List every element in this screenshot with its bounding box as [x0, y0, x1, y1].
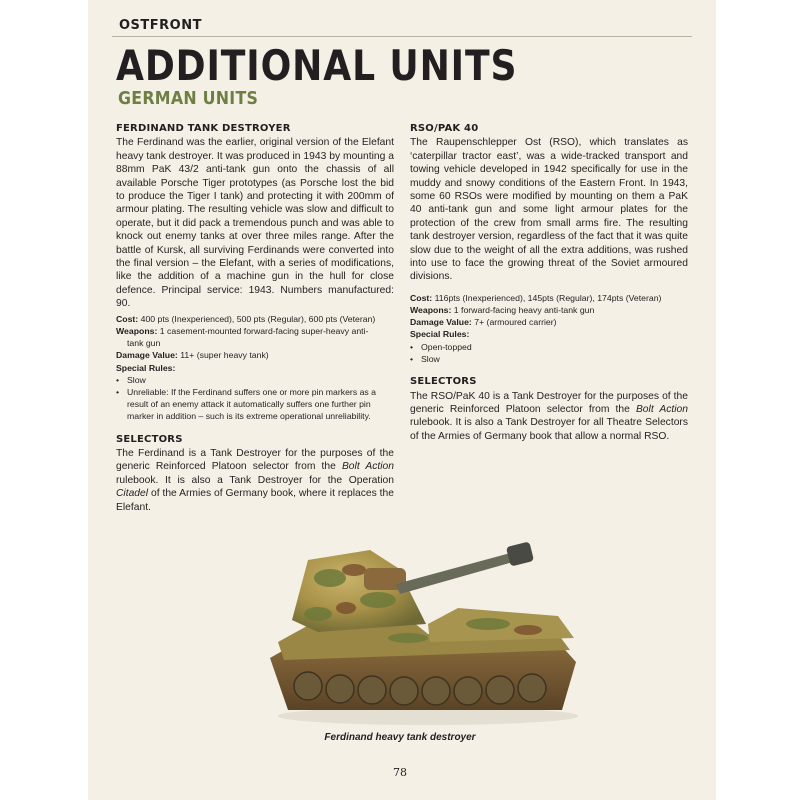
ferdinand-description: The Ferdinand was the earlier, original version of the Elefant heavy tank destroyer. It was produced in 1943 by mounting a 88mm PaK 43/2 anti-tank gun onto the chassis of all available Porsche Tiger prototypes (as Porsche lost the bid to produce the Tiger I tank) and protecting it with 200mm of armour plating. The resulting vehicle was slow and difficult to operate, but it did pack a tremendous punch and was able to knock out enemy tanks at over three miles range. After the battle of Kursk, all surviving Ferdinands were converted into the final version – the Elefant, with a series of modifications, like the addition of a machine gun in the hull for close defence. Principal service: 1943. Numbers manufactured: 90.	[116, 137, 394, 310]
ferdinand-rule-unreliable: • Unreliable: If the Ferdinand suffers one or more pin markers as a result of an enemy attack it automatically suffers one further pin marker in addition – such is its extreme operational unreliability.	[116, 386, 377, 422]
ferdinand-selectors-text: The Ferdinand is a Tank Destroyer for the purposes of the generic Reinforced Platoon selector from the Bolt Action rulebook. It is also a Tank Destroyer for the Operation Citadel of the Armies of Germany book, where it replaces the Elefant.	[116, 447, 394, 513]
rso-selectors-text: The RSO/PaK 40 is a Tank Destroyer for the purposes of the generic Reinforced Platoon selector from the Bolt Action rulebook. It is also a Tank Destroyer for all Theatre Selectors of the Armies of Germany book that allow a normal RSO.	[410, 390, 688, 442]
ferdinand-weapons: Weapons: 1 casement-mounted forward-facing super-heavy anti-	[116, 325, 369, 336]
ferdinand-weapons-cont: tank gun	[127, 338, 161, 349]
ferdinand-special-rules-label: Special Rules:	[116, 362, 176, 373]
header-rule	[112, 36, 692, 37]
ferdinand-stats	[116, 313, 394, 374]
rso-stats	[410, 292, 688, 341]
ferdinand-rule-slow: • Slow	[116, 374, 146, 385]
rso-special-rules-label: Special Rules:	[410, 329, 470, 340]
ferdinand-damage: Damage Value: 11+ (super heavy tank)	[116, 350, 269, 361]
rso-heading: RSO/PAK 40	[410, 123, 479, 134]
rso-rule-open-topped: • Open-topped	[410, 341, 472, 352]
ferdinand-principal-service: Principal service: 1943. Numbers manufactured: 90.	[116, 284, 394, 310]
rso-damage: Damage Value: 7+ (armoured carrier)	[410, 317, 557, 328]
image-caption: Ferdinand heavy tank destroyer	[324, 732, 476, 743]
ferdinand-heading: FERDINAND TANK DESTROYER	[116, 123, 291, 134]
section-subtitle: GERMAN UNITS	[118, 88, 259, 109]
page-title: ADDITIONAL UNITS	[116, 41, 518, 90]
ferdinand-cost: Cost: 400 pts (Inexperienced), 500 pts (Regular), 600 pts (Veteran)	[116, 313, 376, 324]
page-number: 78	[393, 766, 407, 779]
rso-rule-slow: • Slow	[410, 353, 440, 364]
rso-description: The Raupenschlepper Ost (RSO), which translates as ‘caterpillar tractor east’, was a wide-tracked transport and towing vehicle developed in 1942 specifically for use in the muddy and snowy conditions of the Eastern Front. In 1943, some 60 RSOs were modified by mounting on them a PaK 40 anti-tank gun and some light armour plates for the protection of the crew from small arms fire. The resulting tank destroyer version, regardless of the fact that it was quite slow due to the weight of all the extra additions, was rushed into use to face the growing threat of the Soviet armoured divisions.	[410, 137, 688, 283]
right-column	[410, 122, 688, 443]
left-column	[116, 122, 394, 514]
rso-cost: Cost: 116pts (Inexperienced), 145pts (Regular), 174pts (Veteran)	[410, 292, 662, 303]
rso-selectors-heading: SELECTORS	[410, 376, 477, 388]
running-head: OSTFRONT	[119, 18, 202, 33]
ferdinand-tank-image	[258, 538, 584, 726]
ferdinand-selectors-heading: SELECTORS	[116, 433, 183, 445]
rso-weapons: Weapons: 1 forward-facing heavy anti-tank gun	[410, 305, 595, 316]
